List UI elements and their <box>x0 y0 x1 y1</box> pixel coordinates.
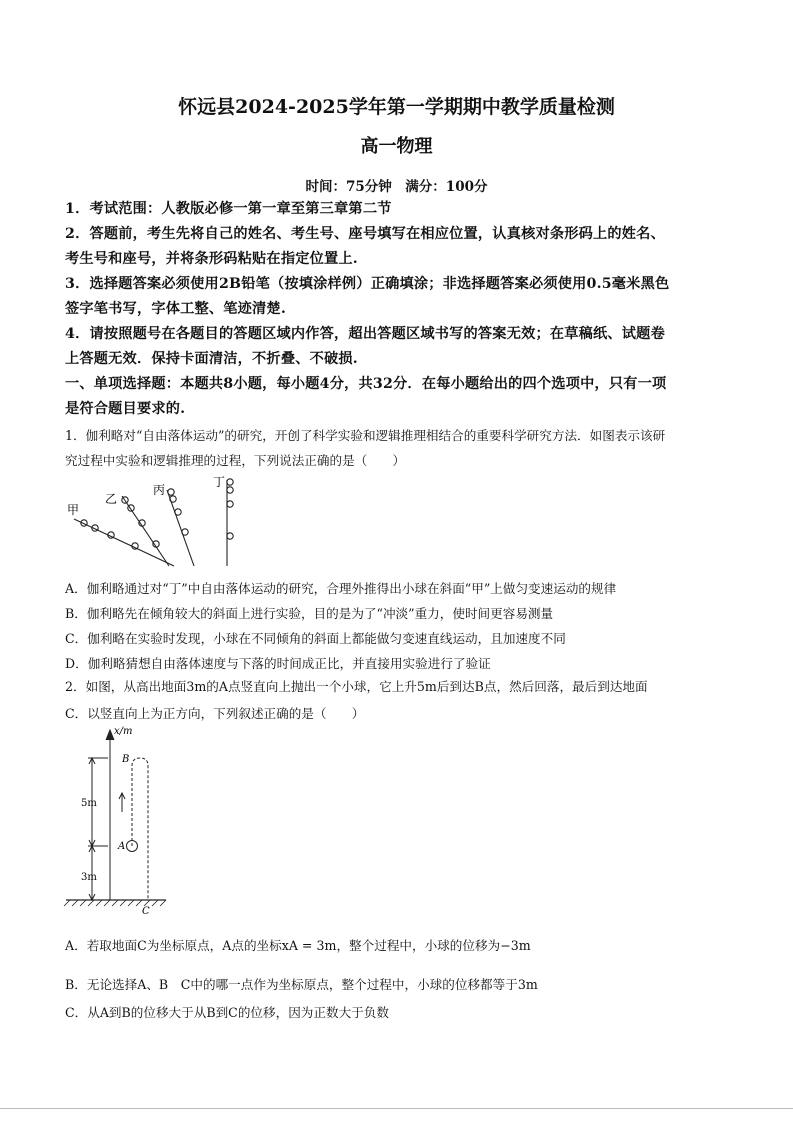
time-score-line: 时间：75分钟 满分：100分 <box>305 179 488 195</box>
q2-option-c: C．从A到B的位移大于从B到C的位移，因为正数大于负数 <box>65 1005 389 1020</box>
label-yi: 乙 <box>105 492 118 506</box>
ball <box>227 533 233 539</box>
q1-stem: 1．伽利略对“自由落体运动”的研究，开创了科学实验和逻辑推理相结合的重要科学研究方法．如图表示该研 <box>65 428 666 443</box>
q2-stem: 2．如图，从高出地面3m的A点竖直向上抛出一个小球，它上升5m后到达B点，然后回落，最后到达地面 <box>65 679 648 694</box>
ball <box>182 529 188 535</box>
q2-stem: C．以竖直向上为正方向，下列叙述正确的是（ ） <box>65 706 365 721</box>
page-bottom-rule <box>0 1108 793 1109</box>
label-ding: 丁 <box>213 475 226 489</box>
notice-line: 上答题无效．保持卡面清洁，不折叠、不破损. <box>65 351 358 367</box>
label-bing: 丙 <box>153 483 166 497</box>
q2-option-b: B．无论选择A、B C中的哪一点作为坐标原点，整个过程中，小球的位移都等于3m <box>65 977 538 992</box>
label-c: C <box>142 906 150 917</box>
q1-stem: 究过程中实验和逻辑推理的过程，下列说法正确的是（ ） <box>65 453 406 468</box>
q1-figure-galileo-inclines <box>62 470 252 570</box>
axis-arrow <box>106 730 114 740</box>
notice-line: 2．答题前，考生先将自己的姓名、考生号、座号填写在相应位置，认真核对条形码上的姓名、 <box>65 226 665 242</box>
section-heading: 是符合题目要求的. <box>65 401 186 417</box>
trajectory-dashed <box>132 758 148 900</box>
dim-5m: 5m <box>81 798 97 809</box>
q2-figure-vertical-throw <box>62 722 182 918</box>
ball <box>227 479 233 485</box>
q1-option-b: B．伽利略先在倾角较大的斜面上进行实验，目的是为了“冲淡”重力，使时间更容易测量 <box>65 606 554 621</box>
section-heading: 一、单项选择题：本题共8小题，每小题4分，共32分．在每小题给出的四个选项中，只有一项 <box>65 376 667 392</box>
q1-option-a: A．伽利略通过对“丁”中自由落体运动的研究，合理外推得出小球在斜面“甲”上做匀变速运动的规律 <box>65 581 617 596</box>
q2-option-a: A．若取地面C为坐标原点，A点的坐标xA = 3m，整个过程中，小球的位移为−3m <box>65 938 531 953</box>
q1-option-c: C．伽利略在实验时发现，小球在不同倾角的斜面上都能做匀变速直线运动，且加速度不同 <box>65 631 566 646</box>
notice-line: 3．选择题答案必须使用2B铅笔（按填涂样例）正确填涂；非选择题答案必须使用0.5毫米黑色 <box>65 276 670 292</box>
exam-title: 怀远县2024-2025学年第一学期期中教学质量检测 <box>178 96 615 118</box>
label-b: B <box>122 754 130 765</box>
notice-line: 考生号和座号，并将条形码粘贴在指定位置上. <box>65 251 358 267</box>
ball <box>168 489 174 495</box>
notice-line: 4．请按照题号在各题目的答题区域内作答，超出答题区域书写的答案无效；在草稿纸、试题卷 <box>65 326 665 342</box>
ball <box>175 509 181 515</box>
label-a: A <box>118 841 126 852</box>
dim-3m: 3m <box>81 872 97 883</box>
ball <box>227 501 233 507</box>
notice-line: 1．考试范围：人教版必修一第一章至第三章第二节 <box>65 201 392 217</box>
q1-option-d: D．伽利略猜想自由落体速度与下落的时间成正比，并直接用实验进行了验证 <box>65 656 491 671</box>
ball <box>227 487 233 493</box>
axis-label: x/m <box>114 726 133 737</box>
subject-title: 高一物理 <box>360 136 433 157</box>
label-jia: 甲 <box>67 503 80 517</box>
incline-yi <box>122 496 169 566</box>
notice-line: 签字笔书写，字体工整、笔迹清楚. <box>65 301 286 317</box>
